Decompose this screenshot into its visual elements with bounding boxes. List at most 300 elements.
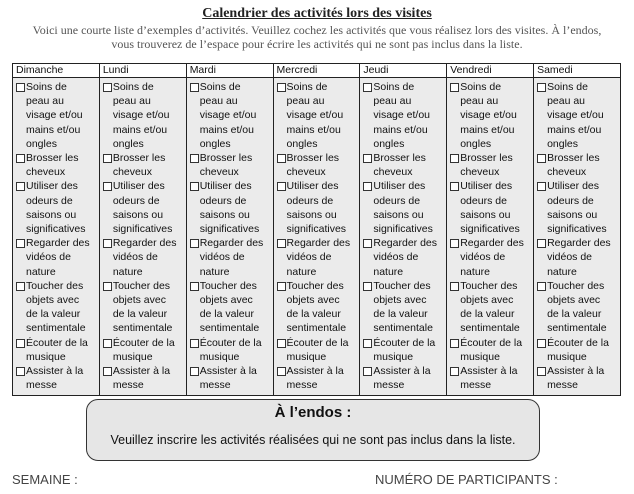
activity-label-line: sentimentale [373, 322, 433, 335]
day-cell-tuesday [186, 78, 273, 396]
checkbox-icon[interactable] [537, 239, 546, 248]
activity-label-line: odeurs de [199, 194, 247, 207]
activity-label-line: Assister à la [547, 365, 605, 378]
activity-item[interactable] [277, 364, 358, 392]
activity-calendar-table [12, 63, 621, 396]
activity-item[interactable] [16, 336, 97, 364]
activity-item[interactable] [537, 80, 618, 151]
activity-label-line: vidéos de [199, 251, 245, 264]
activity-item[interactable] [537, 179, 618, 236]
activity-item[interactable] [16, 279, 97, 336]
activity-item[interactable] [190, 279, 271, 336]
checkbox-icon[interactable] [277, 239, 286, 248]
week-label: SEMAINE : [12, 472, 78, 487]
activity-item[interactable] [190, 364, 271, 392]
activity-label-line: visage et/ou [286, 109, 344, 122]
activity-label-line: mains et/ou [26, 123, 81, 136]
activity-label [460, 336, 522, 364]
activity-label-line: significatives [373, 223, 433, 236]
activity-label [373, 179, 433, 236]
activity-label-line: ongles [547, 137, 579, 150]
activity-label [373, 151, 426, 179]
activity-label-line: Toucher des [112, 279, 171, 292]
day-header-saturday: Samedi [534, 64, 621, 78]
checkbox-icon[interactable] [16, 83, 25, 92]
activity-label-line: ongles [112, 137, 144, 150]
activity-label-line: Regarder des [26, 237, 90, 250]
activity-item[interactable] [363, 80, 444, 151]
day-header-monday: Lundi [99, 64, 186, 78]
activity-label-line: peau au [547, 95, 586, 108]
activity-item[interactable] [16, 236, 97, 279]
activity-label-line: peau au [112, 95, 151, 108]
activity-item[interactable] [277, 151, 358, 179]
activity-label-line: musique [199, 350, 240, 363]
checkbox-icon[interactable] [16, 154, 25, 163]
activity-label [113, 80, 170, 151]
activity-item[interactable] [190, 80, 271, 151]
day-cell-wednesday [273, 78, 360, 396]
activity-item[interactable] [537, 236, 618, 279]
activity-label-line: Assister à la [112, 365, 171, 378]
checkbox-icon[interactable] [450, 182, 459, 191]
activity-label-line: nature [373, 265, 404, 278]
activity-item[interactable] [190, 236, 271, 279]
checkbox-icon[interactable] [363, 83, 372, 92]
activity-label-line: musique [547, 350, 587, 363]
activity-label-line: de la valeur [112, 308, 168, 321]
activity-label-line: Regarder des [547, 237, 611, 250]
activity-label-line: Utiliser des [286, 180, 339, 193]
activity-label-line: nature [460, 265, 490, 278]
activity-label-line: Toucher des [373, 279, 431, 292]
activity-label-line: saisons ou [112, 208, 164, 221]
activity-label-line: musique [460, 350, 500, 363]
activity-item[interactable] [450, 151, 531, 179]
activity-label-line: sentimentale [286, 322, 347, 335]
activity-label-line: mains et/ou [112, 123, 168, 136]
activity-label-line: Utiliser des [112, 180, 165, 193]
checkbox-icon[interactable] [103, 83, 112, 92]
activity-label-line: vidéos de [460, 251, 506, 264]
activity-item[interactable] [16, 80, 97, 151]
activity-label [460, 236, 524, 279]
activity-label-line: Utiliser des [547, 180, 599, 193]
activity-item[interactable] [537, 151, 618, 179]
activity-label-line: visage et/ou [460, 109, 517, 122]
activity-label [113, 279, 173, 336]
activity-label-line: Écouter de la [199, 336, 262, 349]
activity-label-line: odeurs de [460, 194, 507, 207]
activity-label-line: Assister à la [199, 365, 257, 378]
activity-label-line: Toucher des [199, 279, 257, 292]
activity-label [200, 80, 257, 151]
activity-label-line: mains et/ou [373, 123, 428, 136]
activity-label [547, 364, 604, 392]
activity-label-line: Assister à la [460, 365, 518, 378]
participant-number-label: NUMÉRO DE PARTICIPANTS : [375, 472, 558, 487]
activity-label-line: Brosser les [460, 152, 513, 165]
checkbox-icon[interactable] [190, 339, 199, 348]
activity-label-line: peau au [286, 95, 325, 108]
activity-label-line: cheveux [112, 166, 152, 179]
activity-label-line: Écouter de la [26, 336, 88, 349]
activity-item[interactable] [103, 151, 184, 179]
activity-label-line: messe [112, 379, 144, 392]
activity-label-line: objets avec [112, 294, 166, 307]
activity-label-line: Toucher des [26, 279, 84, 292]
activity-label [460, 151, 513, 179]
activity-item[interactable] [190, 336, 271, 364]
day-cell-monday [99, 78, 186, 396]
activity-label [287, 279, 347, 336]
activity-label-line: visage et/ou [547, 109, 604, 122]
activity-label-line: sentimentale [112, 322, 173, 335]
activity-label-line: odeurs de [112, 194, 160, 207]
checkbox-icon[interactable] [16, 182, 25, 191]
activity-item[interactable] [277, 279, 358, 336]
activity-label [26, 364, 83, 392]
endos-title: À l’endos : [274, 404, 352, 421]
activity-label-line: cheveux [373, 166, 413, 179]
checkbox-icon[interactable] [103, 282, 112, 291]
checkbox-icon[interactable] [103, 367, 112, 376]
checkbox-icon[interactable] [363, 154, 372, 163]
activity-label [200, 279, 260, 336]
activity-label [200, 336, 262, 364]
day-cell-saturday [534, 78, 621, 396]
activity-label-line: mains et/ou [286, 123, 341, 136]
activity-label [113, 151, 166, 179]
activity-label [287, 151, 340, 179]
activity-item[interactable] [537, 279, 618, 336]
activity-item[interactable] [103, 336, 184, 364]
activity-label-line: Écouter de la [460, 336, 523, 349]
activity-label [113, 179, 173, 236]
checkbox-icon[interactable] [103, 182, 112, 191]
checkbox-icon[interactable] [363, 339, 372, 348]
activity-label [200, 236, 264, 279]
activity-item[interactable] [103, 279, 184, 336]
checkbox-icon[interactable] [190, 154, 199, 163]
activity-label-line: objets avec [547, 294, 601, 307]
activity-label-line: ongles [373, 137, 405, 150]
activity-label [113, 364, 170, 392]
activity-label-line: vidéos de [26, 251, 71, 264]
activity-label-line: de la valeur [199, 308, 254, 321]
checkbox-icon[interactable] [190, 239, 199, 248]
page-title: Calendrier des activités lors des visites [202, 6, 432, 21]
activity-item[interactable] [103, 179, 184, 236]
activity-label-line: ongles [286, 137, 318, 150]
activity-label-line: peau au [373, 95, 412, 108]
activity-label-line: sentimentale [547, 322, 607, 335]
activity-item[interactable] [363, 151, 444, 179]
activity-label-line: cheveux [547, 166, 587, 179]
activity-label [460, 179, 520, 236]
activity-item[interactable] [16, 364, 97, 392]
activity-label [287, 364, 344, 392]
activity-label-line: cheveux [26, 166, 66, 179]
activity-item[interactable] [277, 236, 358, 279]
activity-label [373, 279, 433, 336]
activity-label-line: Brosser les [199, 152, 253, 165]
activity-label-line: Soins de [547, 81, 588, 93]
activity-label-line: messe [199, 379, 231, 392]
activity-label-line: vidéos de [547, 251, 593, 264]
activity-label-line: significatives [286, 223, 347, 236]
activity-label-line: messe [26, 379, 57, 392]
activity-label [287, 179, 347, 236]
activity-label [113, 236, 177, 279]
checkbox-icon[interactable] [190, 282, 199, 291]
activity-label-line: saisons ou [460, 208, 511, 221]
checkbox-icon[interactable] [450, 239, 459, 248]
activity-label-line: objets avec [199, 294, 253, 307]
checkbox-icon[interactable] [537, 182, 546, 191]
activity-label-line: odeurs de [26, 194, 73, 207]
activity-label [26, 151, 79, 179]
activity-label-line: Écouter de la [286, 336, 349, 349]
activity-label-line: Regarder des [373, 237, 437, 250]
activity-label [460, 364, 517, 392]
activity-label-line: Écouter de la [547, 336, 609, 349]
activity-label-line: de la valeur [26, 308, 81, 321]
activity-label-line: visage et/ou [112, 109, 170, 122]
checkbox-icon[interactable] [537, 282, 546, 291]
activity-label-line: ongles [460, 137, 492, 150]
activity-label-line: Soins de [373, 81, 415, 93]
activity-item[interactable] [363, 279, 444, 336]
activity-item[interactable] [363, 364, 444, 392]
activity-label-line: Brosser les [547, 152, 600, 165]
checkbox-icon[interactable] [537, 154, 546, 163]
activity-label [373, 336, 435, 364]
activity-item[interactable] [277, 179, 358, 236]
activity-label [373, 80, 430, 151]
checkbox-icon[interactable] [190, 83, 199, 92]
activity-label-line: de la valeur [286, 308, 341, 321]
activity-label [287, 336, 349, 364]
activity-label [373, 364, 430, 392]
activity-label-line: sentimentale [199, 322, 260, 335]
activity-label-line: saisons ou [373, 208, 424, 221]
activity-label-line: cheveux [199, 166, 239, 179]
activity-label-line: peau au [199, 95, 238, 108]
activity-label [547, 80, 604, 151]
activity-label-line: messe [547, 379, 578, 392]
checkbox-icon[interactable] [363, 182, 372, 191]
activity-label-line: mains et/ou [547, 123, 602, 136]
activity-item[interactable] [450, 80, 531, 151]
endos-panel [86, 399, 540, 461]
activity-label-line: significatives [547, 223, 607, 236]
activity-label-line: Regarder des [286, 237, 351, 250]
endos-instructions: Veuillez inscrire les activités réalisées qui ne sont pas inclus dans la liste. [110, 433, 516, 447]
activity-label-line: sentimentale [460, 322, 520, 335]
checkbox-icon[interactable] [277, 83, 286, 92]
activity-item[interactable] [190, 151, 271, 179]
activity-label-line: odeurs de [373, 194, 421, 207]
activity-label-line: saisons ou [547, 208, 598, 221]
activity-label-line: Soins de [286, 81, 328, 93]
activity-item[interactable] [103, 364, 184, 392]
activity-item[interactable] [16, 151, 97, 179]
activity-item[interactable] [103, 80, 184, 151]
activity-label [26, 279, 86, 336]
activity-label-line: visage et/ou [373, 109, 430, 122]
activity-item[interactable] [450, 279, 531, 336]
checkbox-icon[interactable] [363, 239, 372, 248]
activity-label [26, 80, 83, 151]
activity-label-line: vidéos de [286, 251, 332, 264]
activity-label-line: peau au [26, 95, 64, 108]
activity-label [460, 80, 517, 151]
activity-label-line: Soins de [199, 81, 241, 93]
activity-label-line: Regarder des [112, 237, 177, 250]
activity-label-line: musique [373, 350, 414, 363]
activity-label-line: Toucher des [460, 279, 518, 292]
checkbox-icon[interactable] [103, 154, 112, 163]
activity-label-line: Brosser les [26, 152, 79, 165]
activity-label-line: messe [286, 379, 318, 392]
activity-label-line: musique [112, 350, 153, 363]
activity-label [547, 151, 600, 179]
activity-label [547, 236, 611, 279]
checkbox-icon[interactable] [103, 239, 112, 248]
activity-item[interactable] [16, 179, 97, 236]
activity-label-line: Écouter de la [373, 336, 436, 349]
activity-label-line: Utiliser des [460, 180, 513, 193]
checkbox-icon[interactable] [16, 282, 25, 291]
activity-label-line: Utiliser des [373, 180, 426, 193]
checkbox-icon[interactable] [450, 83, 459, 92]
activity-item[interactable] [363, 179, 444, 236]
activity-item[interactable] [190, 179, 271, 236]
activity-label-line: Soins de [460, 81, 502, 93]
activity-label [26, 336, 88, 364]
intro-text: Voici une courte liste d’exemples d’activités. Veuillez cochez les activités que vous réalisez lors des visites. À l’endos, vous trouverez de l’espace pour écrire les activités qui ne sont pas inclus dans la liste. [32, 23, 602, 51]
activity-label [460, 279, 520, 336]
activity-label-line: Assister à la [373, 365, 431, 378]
activity-label-line: peau au [460, 95, 499, 108]
checkbox-icon[interactable] [450, 282, 459, 291]
activity-label-line: Assister à la [286, 365, 344, 378]
checkbox-icon[interactable] [190, 367, 199, 376]
checkbox-icon[interactable] [16, 339, 25, 348]
checkbox-icon[interactable] [363, 282, 372, 291]
checkbox-icon[interactable] [190, 182, 199, 191]
day-header-thursday: Jeudi [360, 64, 447, 78]
activity-row [13, 78, 621, 396]
checkbox-icon[interactable] [450, 367, 459, 376]
checkbox-icon[interactable] [16, 367, 25, 376]
activity-label-line: Toucher des [286, 279, 344, 292]
activity-label [287, 80, 344, 151]
activity-label-line: Brosser les [112, 152, 166, 165]
checkbox-icon[interactable] [450, 154, 459, 163]
activity-label-line: Brosser les [373, 152, 426, 165]
activity-label-line: saisons ou [199, 208, 250, 221]
checkbox-icon[interactable] [537, 83, 546, 92]
activity-item[interactable] [450, 236, 531, 279]
day-header-friday: Vendredi [447, 64, 534, 78]
activity-label-line: musique [286, 350, 327, 363]
day-cell-sunday [13, 78, 100, 396]
activity-item[interactable] [537, 364, 618, 392]
checkbox-icon[interactable] [277, 367, 286, 376]
activity-label-line: significatives [460, 223, 520, 236]
activity-item[interactable] [450, 364, 531, 392]
activity-label-line: significatives [26, 223, 86, 236]
day-header-tuesday: Mardi [186, 64, 273, 78]
activity-label-line: cheveux [286, 166, 326, 179]
activity-label-line: messe [373, 379, 405, 392]
activity-label-line: odeurs de [547, 194, 594, 207]
activity-item[interactable] [363, 236, 444, 279]
activity-label-line: de la valeur [460, 308, 515, 321]
activity-label-line: nature [199, 265, 230, 278]
activity-label-line: Toucher des [547, 279, 605, 292]
activity-label [373, 236, 437, 279]
day-header-wednesday: Mercredi [273, 64, 360, 78]
checkbox-icon[interactable] [537, 339, 546, 348]
activity-label-line: significatives [112, 223, 173, 236]
activity-label-line: saisons ou [26, 208, 77, 221]
activity-item[interactable] [363, 336, 444, 364]
activity-item[interactable] [277, 336, 358, 364]
checkbox-icon[interactable] [450, 339, 459, 348]
activity-label-line: Assister à la [26, 365, 84, 378]
activity-label-line: messe [460, 379, 492, 392]
activity-label [547, 179, 607, 236]
checkbox-icon[interactable] [537, 367, 546, 376]
checkbox-icon[interactable] [277, 154, 286, 163]
activity-label-line: Brosser les [286, 152, 340, 165]
activity-label-line: significatives [199, 223, 260, 236]
activity-label-line: ongles [199, 137, 231, 150]
checkbox-icon[interactable] [103, 339, 112, 348]
activity-label [200, 151, 253, 179]
activity-label [26, 236, 90, 279]
activity-label-line: vidéos de [112, 251, 158, 264]
activity-label [113, 336, 175, 364]
activity-item[interactable] [450, 336, 531, 364]
activity-label [200, 179, 260, 236]
day-header-row [13, 64, 621, 78]
checkbox-icon[interactable] [363, 367, 372, 376]
checkbox-icon[interactable] [277, 182, 286, 191]
activity-item[interactable] [277, 80, 358, 151]
activity-label-line: visage et/ou [26, 109, 83, 122]
activity-item[interactable] [450, 179, 531, 236]
activity-label-line: vidéos de [373, 251, 419, 264]
checkbox-icon[interactable] [277, 339, 286, 348]
activity-label-line: Regarder des [460, 237, 524, 250]
day-cell-thursday [360, 78, 447, 396]
activity-label-line: visage et/ou [199, 109, 257, 122]
checkbox-icon[interactable] [277, 282, 286, 291]
activity-item[interactable] [103, 236, 184, 279]
activity-label [287, 236, 351, 279]
activity-label-line: Utiliser des [199, 180, 252, 193]
checkbox-icon[interactable] [16, 239, 25, 248]
activity-label-line: objets avec [286, 294, 340, 307]
activity-item[interactable] [537, 336, 618, 364]
activity-label [547, 336, 609, 364]
day-header-sunday: Dimanche [13, 64, 100, 78]
activity-label-line: odeurs de [286, 194, 334, 207]
